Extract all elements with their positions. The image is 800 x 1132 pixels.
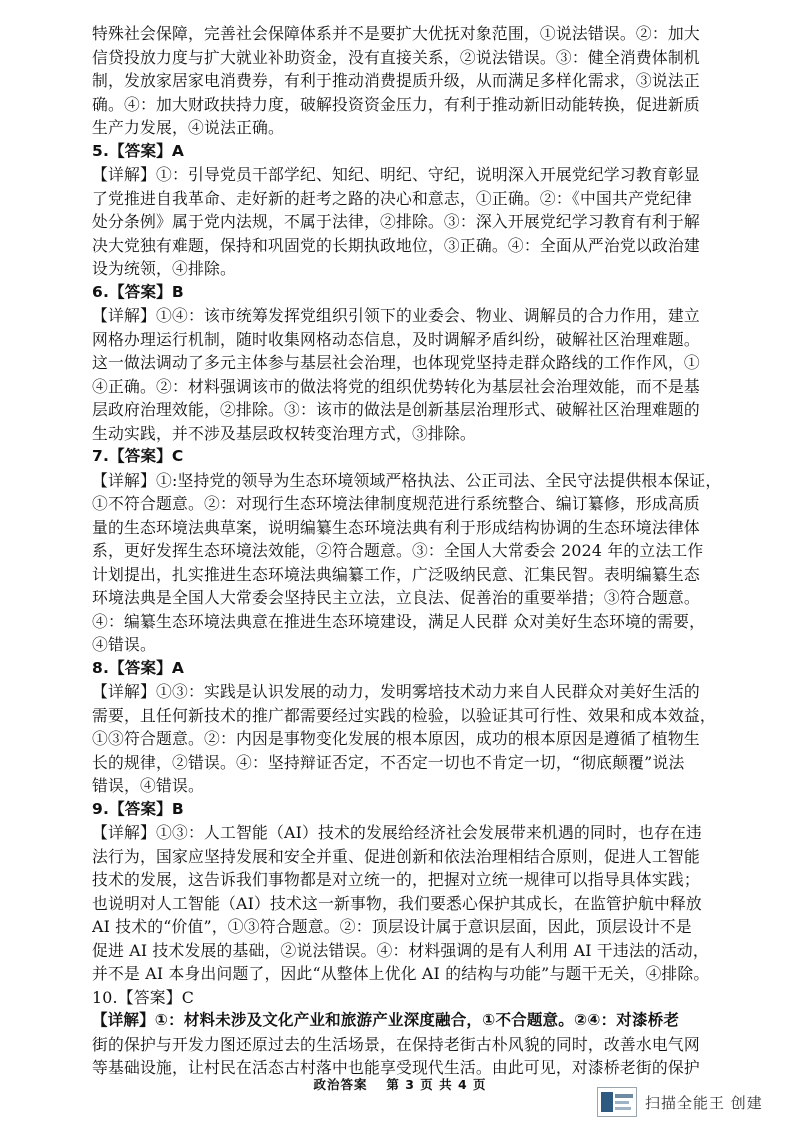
text-line: 决大党独有难题，保持和巩固党的长期执政地位，③正确。④：全面从严治党以政治建 <box>92 235 700 255</box>
watermark-text: 扫描全能王 创建 <box>645 1093 763 1112</box>
text-line: 处分条例》属于党内法规，不属于法律，②排除。③：深入开展党纪学习教育有利于解 <box>92 212 700 231</box>
text-line: 也说明对人工智能（AI）技术这一新事物，我们要悉心保护其成长，在监管护航中释放 <box>92 893 702 913</box>
text-line: 设为统领，④排除。 <box>92 259 236 278</box>
text-line: 法行为，国家应坚持发展和安全并重、促进创新和依法治理相结合原则，促进人工智能 <box>92 846 700 866</box>
scanner-watermark <box>597 1086 763 1118</box>
text-line: 10.【答案】C <box>92 987 194 1007</box>
text-line: 计划提出，扎实推进生态环境法典编纂工作，广泛吸纳民意、汇集民智。表明编纂生态 <box>92 564 700 584</box>
text-line: 信贷投放力度与扩大就业补助资金，没有直接关系，②说法错误。③：健全消费体制机 <box>92 47 700 67</box>
text-line: ④正确。②：材料强调该市的做法将党的组织优势转化为基层社会治理效能，而不是基 <box>92 376 700 396</box>
text-line: 促进 AI 技术发展的基础，②说法错误。④：材料强调的是有人利用 AI 干违法的活动， <box>92 940 709 960</box>
text-line: 【详解】①③：人工智能（AI）技术的发展给经济社会发展带来机遇的同时，也存在违 <box>92 823 702 842</box>
camscanner-logo-icon <box>597 1087 637 1117</box>
text-line: 【详解】①:坚持党的领导为生态环境领域严格执法、公正司法、全民守法提供根本保证， <box>92 470 722 490</box>
text-line: 并不是 AI 本身出问题了，因此“从整体上优化 AI 的结构与功能”与题干无关，④排除。 <box>92 964 710 983</box>
text-line: 确。④：加大财政扶持力度，破解投资资金压力，有利于推动新旧动能转换，促进新质 <box>92 94 700 114</box>
text-line: 网格办理运行机制，随时收集网格动态信息，及时调解矛盾纠纷，破解社区治理难题。 <box>92 329 700 349</box>
answer-heading: 9.【答案】B <box>92 799 184 818</box>
answer-heading: 【详解】①：材料未涉及文化产业和旅游产业深度融合，①不合题意。②④：对漆桥老 <box>92 1011 680 1029</box>
text-line: 街的保护与开发力图还原过去的生活场景，在保持老街古朴风貌的同时，改善水电气网 <box>92 1034 700 1054</box>
text-line: 生动实践，并不涉及基层政权转变治理方式，③排除。 <box>92 423 476 443</box>
text-line: 生产力发展，④说法正确。 <box>92 118 284 137</box>
text-line: 【详解】①：引导党员干部学纪、知纪、明纪、守纪，说明深入开展党纪学习教育彰显 <box>92 165 700 184</box>
page-footer: 政治答案 第 3 页 共 4 页 <box>313 1077 487 1092</box>
text-line: 环境法典是全国人大常委会坚持民主立法，立良法、促善治的重要举措；③符合题意。 <box>92 588 700 607</box>
text-line: 【详解】①④：该市统筹发挥党组织引领下的业委会、物业、调解员的合力作用，建立 <box>92 306 700 325</box>
text-line: 错误，④错误。 <box>92 776 204 795</box>
text-line: 技术的发展，这告诉我们事物都是对立统一的，把握对立统一规律可以指导具体实践； <box>92 870 700 889</box>
answer-heading: 5.【答案】A <box>92 141 185 160</box>
document-body <box>92 22 722 1080</box>
text-line: 这一做法调动了多元主体参与基层社会治理，也体现党坚持走群众路线的工作作风，① <box>92 353 700 372</box>
text-line: 制，发放家居家电消费券，有利于推动消费提质升级，从而满足多样化需求，③说法正 <box>92 71 700 90</box>
text-line: 系，更好发挥生态环境法效能，②符合题意。③：全国人大常委会 2024 年的立法工作 <box>92 541 704 560</box>
text-line: ①不符合题意。②：对现行生态环境法律制度规范进行系统整合、编订纂修，形成高质 <box>92 494 700 513</box>
text-line: AI 技术的“价值”，①③符合题意。②：顶层设计属于意识层面，因此，顶层设计不是 <box>92 917 692 936</box>
text-line: 了党推进自我革命、走好新的赶考之路的决心和意志，①正确。②：《中国共产党纪律 <box>92 188 692 208</box>
text-line: ④错误。 <box>92 635 156 654</box>
text-line: 特殊社会保障，完善社会保障体系并不是要扩大优抚对象范围，①说法错误。②：加大 <box>92 24 700 43</box>
answer-heading: 8.【答案】A <box>92 658 185 677</box>
answer-heading: 6.【答案】B <box>92 282 184 301</box>
text-line: 等基础设施，让村民在活态古村落中也能享受现代生活。由此可见，对漆桥老街的保护 <box>92 1058 700 1077</box>
answer-heading: 7.【答案】C <box>92 447 184 465</box>
text-line: 【详解】①③：实践是认识发展的动力，发明雾培技术动力来自人民群众对美好生活的 <box>92 682 700 701</box>
text-line: 长的规律，②错误。④：坚持辩证否定，不否定一切也不肯定一切，“彻底颠覆”说法 <box>92 752 685 772</box>
text-line: 量的生态环境法典草案，说明编纂生态环境法典有利于形成结构协调的生态环境法律体 <box>92 517 700 537</box>
text-line: 层政府治理效能，②排除。③：该市的做法是创新基层治理形式、破解社区治理难题的 <box>92 400 700 419</box>
text-line: ①③符合题意。②：内因是事物变化发展的根本原因，成功的根本原因是遵循了植物生 <box>92 729 700 748</box>
text-line: ④：编纂生态环境法典意在推进生态环境建设，满足人民群 众对美好生态环境的需要， <box>92 611 706 631</box>
text-line: 需要，且任何新技术的推广都需要经过实践的检验，以验证其可行性、效果和成本效益， <box>92 705 716 725</box>
